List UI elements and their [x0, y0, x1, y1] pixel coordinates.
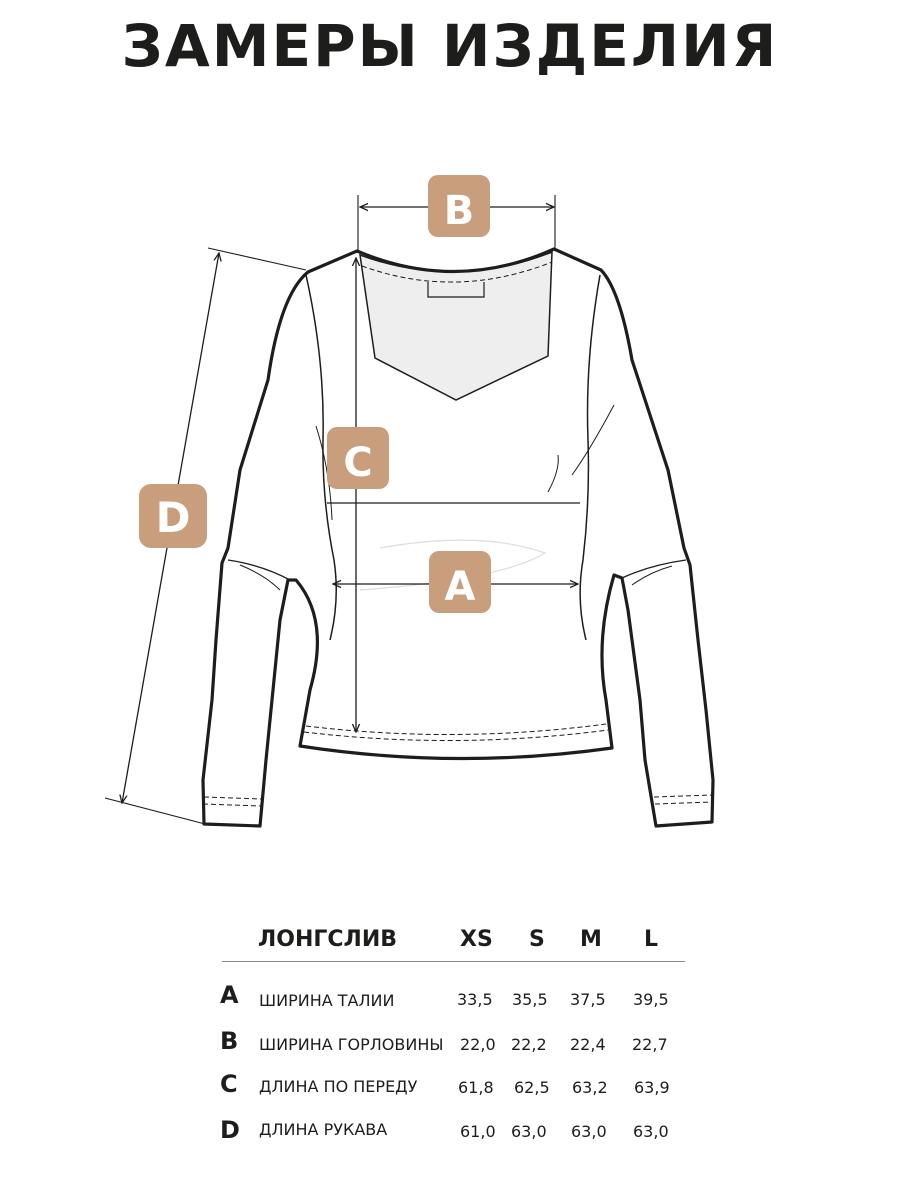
- marker-d-badge: [139, 484, 207, 548]
- marker-b-badge: [428, 175, 490, 237]
- marker-c-badge: [327, 427, 389, 489]
- row-value: 35,5: [512, 990, 548, 1009]
- size-header-l: L: [644, 927, 659, 952]
- row-name: ДЛИНА ПО ПЕРЕДУ: [259, 1077, 418, 1096]
- page-title: ЗАМЕРЫ ИЗДЕЛИЯ: [121, 12, 779, 80]
- row-value: 63,9: [634, 1078, 670, 1097]
- row-value: 22,2: [511, 1035, 547, 1054]
- row-name: ШИРИНА ТАЛИИ: [259, 991, 395, 1010]
- row-value: 61,8: [458, 1078, 494, 1097]
- row-name: ДЛИНА РУКАВА: [259, 1120, 388, 1139]
- marker-a-label: A: [444, 564, 476, 610]
- marker-a-badge: [429, 551, 491, 613]
- row-letter: D: [220, 1116, 240, 1144]
- table-divider: [222, 961, 685, 962]
- row-value: 37,5: [570, 990, 606, 1009]
- hem-stitch: [306, 724, 606, 735]
- row-value: 22,7: [632, 1035, 668, 1054]
- marker-c-label: C: [343, 440, 373, 486]
- row-value: 63,0: [633, 1122, 669, 1141]
- row-value: 39,5: [633, 990, 669, 1009]
- marker-b-label: B: [443, 188, 475, 234]
- marker-d-label: D: [155, 493, 191, 542]
- row-value: 22,0: [460, 1035, 496, 1054]
- table-product-header: ЛОНГСЛИВ: [258, 927, 398, 952]
- cuff-stitch-left: [203, 797, 261, 806]
- cuff-stitch-right: [654, 795, 712, 804]
- row-value: 62,5: [514, 1078, 550, 1097]
- row-value: 63,2: [572, 1078, 608, 1097]
- side-seam-right: [580, 275, 600, 640]
- row-name: ШИРИНА ГОРЛОВИНЫ: [259, 1035, 444, 1054]
- size-header-m: M: [580, 927, 602, 952]
- row-value: 63,0: [511, 1122, 547, 1141]
- row-value: 61,0: [460, 1122, 496, 1141]
- row-letter: A: [220, 981, 239, 1009]
- row-value: 63,0: [571, 1122, 607, 1141]
- size-header-s: S: [529, 927, 545, 952]
- row-letter: B: [220, 1027, 239, 1055]
- row-value: 22,4: [570, 1035, 606, 1054]
- row-value: 33,5: [457, 990, 493, 1009]
- size-header-xs: XS: [460, 927, 493, 952]
- row-letter: C: [220, 1070, 238, 1098]
